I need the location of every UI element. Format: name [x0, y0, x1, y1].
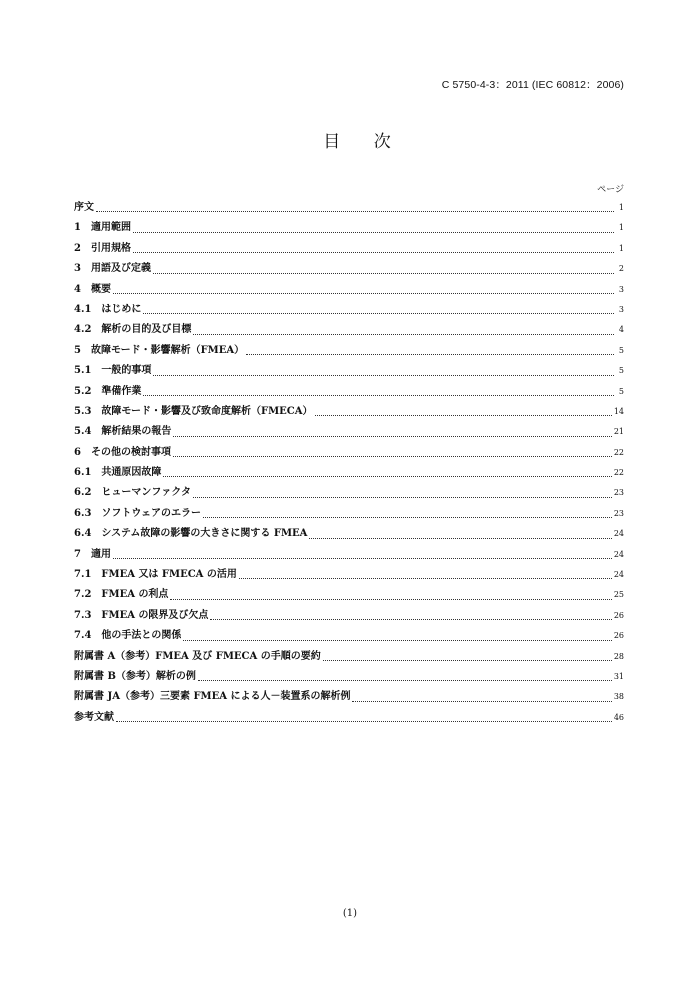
toc-entry-label: 用語及び定義: [90, 263, 151, 275]
toc-entry[interactable]: [74, 687, 624, 707]
toc-entry-number: 5.3: [74, 405, 92, 417]
toc-entry[interactable]: [74, 647, 624, 667]
standard-id: C 5750-4-3：2011 (IEC 60812：2006): [441, 79, 624, 91]
toc-entry-number: 5.2: [74, 385, 92, 397]
toc-entry-label: 共通原因故障: [101, 467, 162, 479]
toc-entry[interactable]: [74, 708, 624, 728]
toc-entry-page: 38: [613, 692, 624, 702]
page-column-label: ページ: [597, 185, 624, 195]
toc-entry[interactable]: [74, 198, 624, 218]
toc-entry-page: 26: [613, 610, 624, 620]
toc-entry-page: 1: [618, 243, 624, 253]
toc-entry-label: 附属書 JA（参考）三要素 FMEA による人－装置系の解析例: [74, 691, 351, 703]
toc-entry-page: 46: [613, 712, 624, 722]
toc-entry[interactable]: [74, 382, 624, 402]
toc-leader-dots: [143, 313, 614, 314]
toc-entry-label: ソフトウェアのエラー: [101, 507, 202, 519]
toc-leader-dots: [143, 395, 614, 396]
toc-entry-page: 24: [613, 549, 624, 559]
toc-entry[interactable]: [74, 626, 624, 646]
toc-entry[interactable]: [74, 341, 624, 361]
toc-entry-number: 6.2: [74, 487, 92, 499]
toc-entry-page: 5: [618, 345, 624, 355]
toc-entry-page: 14: [613, 406, 624, 416]
toc-leader-dots: [193, 497, 612, 498]
toc-leader-dots: [113, 293, 614, 294]
toc-entry[interactable]: [74, 667, 624, 687]
page-number: (1): [342, 908, 358, 919]
toc-entry-number: 4.2: [74, 324, 92, 336]
toc-entry[interactable]: [74, 239, 624, 259]
toc-entry-label: 他の手法との関係: [101, 630, 182, 642]
toc-entry-number: 7: [74, 548, 81, 560]
toc-leader-dots: [133, 232, 614, 233]
toc-entry[interactable]: [74, 422, 624, 442]
table-of-contents: [74, 198, 624, 728]
toc-entry-page: 25: [613, 590, 624, 600]
toc-entry-number: 6: [74, 446, 81, 458]
toc-entry-number: 2: [74, 242, 81, 254]
toc-leader-dots: [315, 415, 612, 416]
toc-leader-dots: [153, 375, 614, 376]
toc-entry-label: 序文: [74, 202, 94, 213]
toc-leader-dots: [153, 273, 614, 274]
toc-entry[interactable]: [74, 218, 624, 238]
toc-entry-label: 概要: [90, 283, 111, 295]
toc-entry-page: 22: [613, 447, 624, 457]
toc-entry-page: 2: [618, 264, 624, 274]
toc-entry-label: FMEA の利点: [101, 589, 169, 601]
toc-entry-label: 適用: [90, 548, 111, 560]
toc-leader-dots: [116, 721, 612, 722]
toc-entry-number: 4: [74, 283, 81, 295]
toc-entry[interactable]: [74, 606, 624, 626]
toc-entry-number: 7.4: [74, 630, 92, 642]
toc-entry-page: 3: [618, 304, 624, 314]
toc-entry-label: 参考文献: [74, 711, 114, 723]
toc-entry-number: 7.3: [74, 609, 92, 621]
toc-entry[interactable]: [74, 280, 624, 300]
toc-entry-number: 6.3: [74, 507, 92, 519]
toc-entry[interactable]: [74, 585, 624, 605]
toc-entry-label: 故障モード・影響解析（FMEA）: [90, 344, 245, 356]
toc-entry-label: 引用規格: [90, 242, 131, 254]
toc-entry-label: システム故障の影響の大きさに関する FMEA: [101, 528, 308, 540]
toc-entry[interactable]: [74, 483, 624, 503]
toc-entry[interactable]: [74, 402, 624, 422]
toc-entry-page: 5: [618, 366, 624, 376]
toc-entry[interactable]: [74, 259, 624, 279]
toc-entry[interactable]: [74, 443, 624, 463]
toc-leader-dots: [173, 436, 611, 437]
page-title: 目 次: [323, 132, 405, 152]
toc-entry-label: 準備作業: [101, 385, 142, 397]
toc-entry[interactable]: [74, 320, 624, 340]
toc-leader-dots: [352, 701, 611, 702]
toc-leader-dots: [163, 476, 611, 477]
toc-leader-dots: [309, 538, 611, 539]
toc-leader-dots: [96, 211, 614, 212]
toc-entry-label: その他の検討事項: [90, 446, 171, 458]
toc-entry-page: 1: [618, 203, 624, 212]
toc-leader-dots: [246, 354, 614, 355]
toc-entry[interactable]: [74, 463, 624, 483]
toc-entry-number: 1: [74, 222, 81, 234]
toc-entry-number: 4.1: [74, 303, 92, 315]
toc-entry-number: 5: [74, 344, 81, 356]
toc-entry-number: 5.1: [74, 365, 92, 377]
toc-leader-dots: [239, 578, 612, 579]
toc-entry-label: ヒューマンファクタ: [101, 487, 192, 499]
toc-entry[interactable]: [74, 504, 624, 524]
toc-entry-number: 6.4: [74, 528, 92, 540]
toc-entry-label: 附属書 A（参考）FMEA 及び FMECA の手順の要約: [74, 650, 321, 662]
toc-leader-dots: [203, 517, 612, 518]
toc-entry-number: 6.1: [74, 467, 92, 479]
toc-entry-page: 3: [618, 284, 624, 294]
toc-entry[interactable]: [74, 524, 624, 544]
toc-leader-dots: [170, 599, 611, 600]
toc-entry-label: FMEA の限界及び欠点: [101, 609, 209, 621]
toc-leader-dots: [173, 456, 612, 457]
toc-leader-dots: [183, 640, 611, 641]
toc-entry-label: 解析の目的及び目標: [101, 324, 192, 336]
toc-entry[interactable]: [74, 361, 624, 381]
toc-entry-page: 5: [618, 386, 624, 396]
toc-entry-page: 31: [613, 671, 624, 681]
toc-entry-number: 5.4: [74, 426, 92, 438]
toc-leader-dots: [113, 558, 612, 559]
toc-entry[interactable]: [74, 300, 624, 320]
toc-entry-number: 7.2: [74, 589, 92, 601]
toc-entry[interactable]: [74, 565, 624, 585]
toc-entry-page: 26: [613, 631, 624, 641]
toc-entry-label: 解析結果の報告: [101, 426, 172, 438]
toc-leader-dots: [210, 619, 611, 620]
toc-entry-page: 21: [613, 427, 624, 437]
toc-entry-label: FMEA 又は FMECA の活用: [101, 569, 237, 581]
toc-entry-page: 24: [613, 529, 624, 539]
toc-leader-dots: [323, 660, 612, 661]
toc-entry-label: 附属書 B（参考）解析の例: [74, 670, 196, 682]
toc-entry-label: 一般的事項: [101, 365, 152, 377]
toc-entry-page: 23: [613, 488, 624, 498]
toc-entry-label: 故障モード・影響及び致命度解析（FMECA）: [101, 405, 313, 417]
toc-entry-number: 3: [74, 263, 81, 275]
toc-entry-page: 1: [618, 223, 624, 233]
toc-entry-number: 7.1: [74, 569, 92, 581]
toc-entry-page: 4: [618, 325, 624, 335]
toc-entry-label: 適用範囲: [90, 222, 131, 234]
toc-entry-page: 22: [613, 468, 624, 478]
toc-entry-label: はじめに: [101, 303, 142, 315]
toc-leader-dots: [133, 252, 614, 253]
toc-entry-page: 24: [613, 570, 624, 580]
toc-entry[interactable]: [74, 545, 624, 565]
toc-entry-page: 23: [613, 508, 624, 518]
toc-leader-dots: [198, 680, 612, 681]
toc-leader-dots: [193, 334, 614, 335]
toc-entry-page: 28: [613, 651, 624, 661]
